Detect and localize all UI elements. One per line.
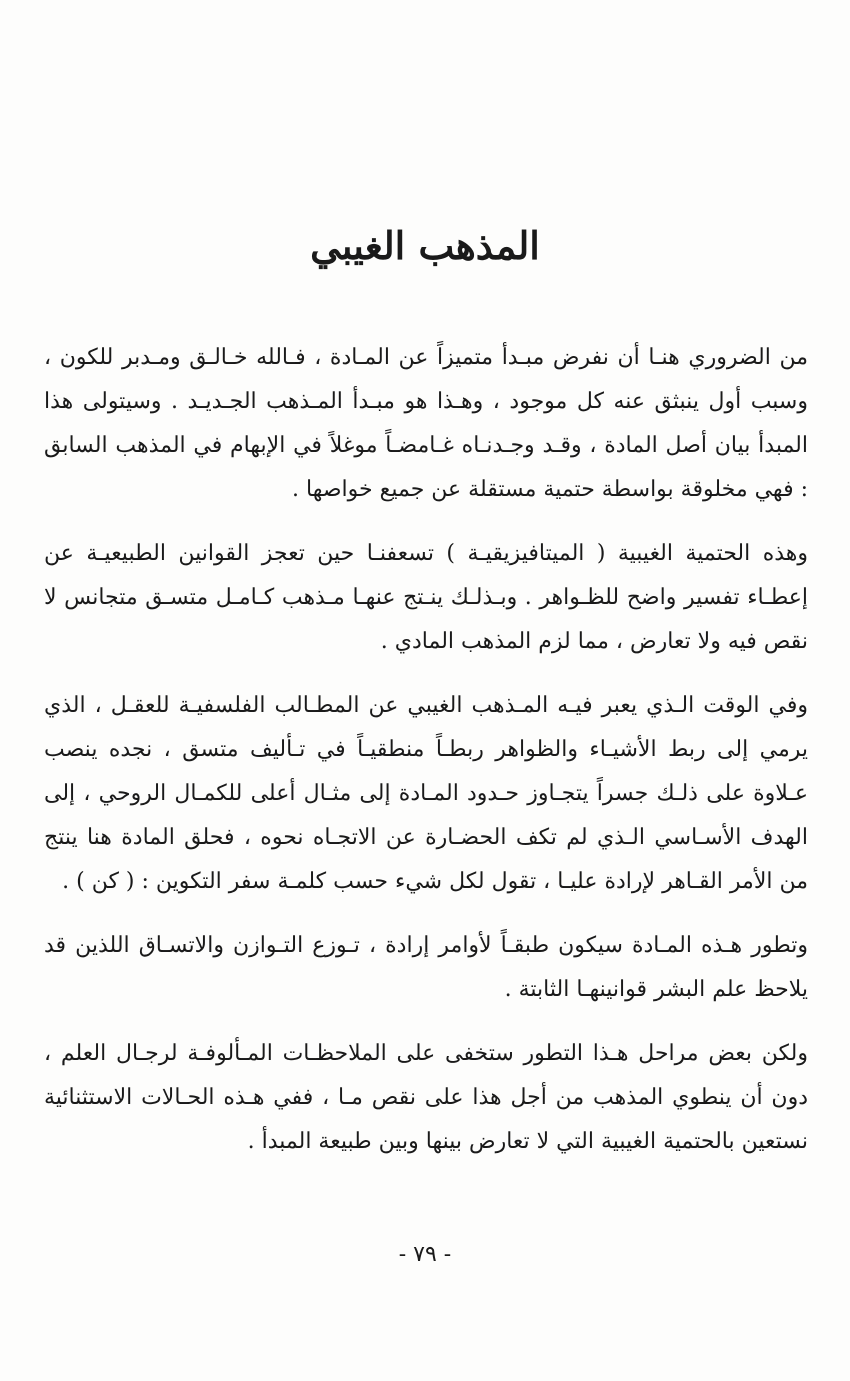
page-number: - ٧٩ - xyxy=(398,1242,452,1267)
body-text xyxy=(44,336,808,1184)
paragraph: ولكن بعض مراحل هـذا التطور ستخفى على الملاحظـات المـألوفـة لرجـال العلم ، دون أن ينطوي المذهب من أجل هذا على نقص مـا ، ففي هـذه الحـالات الاستثنائية نستعين بالحتمية الغيبية التي لا تعارض بينها وبين طبيعة المبدأ . xyxy=(44,1041,808,1154)
paragraph: وهذه الحتمية الغيبية ( الميتافيزيقيـة ) تسعفنـا حين تعجز القوانين الطبيعيـة عن إعطـاء تفسير واضح للظـواهر . وبـذلـك ينـتج عنهـا مـذهب كـامـل متسـق متجانس لا نقص فيه ولا تعارض ، مما لزم المذهب المادي . xyxy=(44,541,808,654)
paragraph: وفي الوقت الـذي يعبر فيـه المـذهب الغيبي عن المطـالب الفلسفيـة للعقـل ، الذي يرمي إلى ربط الأشيـاء والظواهر ربطـاً منطقيـاً في تـأليف متسق ، نجده ينصب عـلاوة على ذلـك جسراً يتجـاوز حـدود المـادة إلى مثـال أعلى للكمـال الروحي ، إلى الهدف الأسـاسي الـذي لم تكف الحضـارة عن الاتجـاه نحوه ، فحلق المادة هنا ينتج من الأمر القـاهر لإرادة عليـا ، تقول لكل شيء حسب كلمـة سفر التكوين : ( كن ) . xyxy=(44,693,808,894)
paragraph: وتطور هـذه المـادة سيكون طبقـاً لأوامر إرادة ، تـوزع التـوازن والاتسـاق اللذين قد يلاحظ علم البشر قوانينهـا الثابتة . xyxy=(44,933,808,1002)
paragraph: من الضروري هنـا أن نفرض مبـدأ متميزاً عن المـادة ، فـالله خـالـق ومـدبر للكون ، وسبب أول ينبثق عنه كل موجود ، وهـذا هو مبـدأ المـذهب الجـديـد . وسيتولى هذا المبدأ بيان أصل المادة ، وقـد وجـدنـاه غـامضـاً موغلاً في الإبهام في المذهب السابق : فهي مخلوقة بواسطة حتمية مستقلة عن جميع خواصها . xyxy=(44,345,808,502)
chapter-title: المذهب الغيبي xyxy=(310,223,540,268)
